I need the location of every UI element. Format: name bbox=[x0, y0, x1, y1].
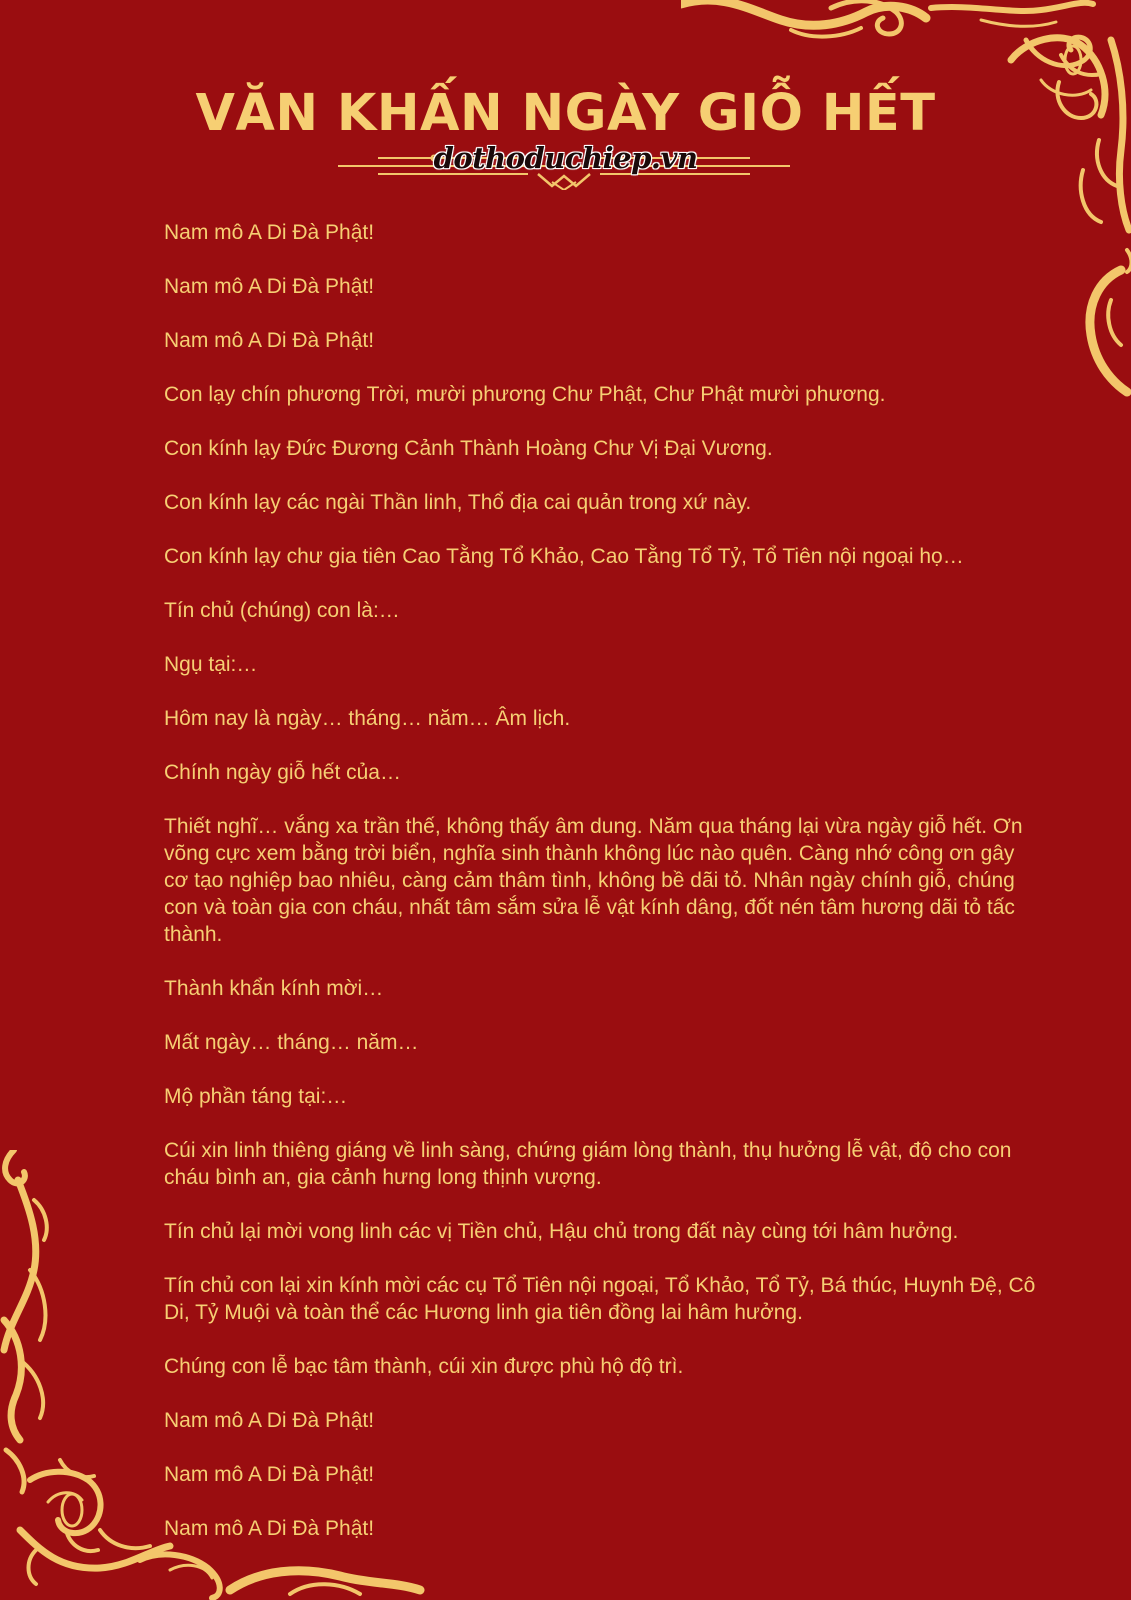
prayer-text bbox=[164, 219, 1044, 1569]
paragraph: Nam mô A Di Đà Phật! bbox=[164, 329, 375, 352]
paragraph: Ngụ tại:… bbox=[164, 653, 258, 676]
watermark: dothoduchiep.vn bbox=[433, 141, 698, 175]
paragraph: Chính ngày giỗ hết của… bbox=[164, 761, 401, 784]
paragraph: Hôm nay là ngày… tháng… năm… Âm lịch. bbox=[164, 707, 571, 730]
paragraph: Nam mô A Di Đà Phật! bbox=[164, 1517, 375, 1540]
paragraph: Tín chủ con lại xin kính mời các cụ Tổ Tiên nội ngoại, Tổ Khảo, Tổ Tỷ, Bá thúc, Huynh Đệ, Cô Di, Tỷ Muội và toàn thể các Hương linh gia tiên đồng lai hâm hưởng. bbox=[164, 1274, 1036, 1324]
paragraph: Mộ phần táng tại:… bbox=[164, 1085, 348, 1108]
paragraph: Nam mô A Di Đà Phật! bbox=[164, 275, 375, 298]
page-title: VĂN KHẤN NGÀY GIỖ HẾT bbox=[195, 84, 936, 143]
paragraph: Cúi xin linh thiêng giáng về linh sàng, chứng giám lòng thành, thụ hưởng lễ vật, độ cho con cháu bình an, gia cảnh hưng long thịnh vượng. bbox=[164, 1139, 1012, 1189]
paragraph: Con kính lạy chư gia tiên Cao Tằng Tổ Khảo, Cao Tằng Tổ Tỷ, Tổ Tiên nội ngoại họ… bbox=[164, 545, 964, 568]
paragraph: Thành khẩn kính mời… bbox=[164, 977, 384, 1000]
paragraph: Tín chủ (chúng) con là:… bbox=[164, 599, 400, 622]
paragraph: Con kính lạy Đức Đương Cảnh Thành Hoàng Chư Vị Đại Vương. bbox=[164, 437, 773, 460]
paragraph: Con lạy chín phương Trời, mười phương Chư Phật, Chư Phật mười phương. bbox=[164, 383, 886, 406]
paragraph: Tín chủ lại mời vong linh các vị Tiền chủ, Hậu chủ trong đất này cùng tới hâm hưởng. bbox=[164, 1220, 959, 1243]
paragraph: Nam mô A Di Đà Phật! bbox=[164, 1409, 375, 1432]
paragraph: Chúng con lễ bạc tâm thành, cúi xin được phù hộ độ trì. bbox=[164, 1355, 684, 1378]
paragraph: Mất ngày… tháng… năm… bbox=[164, 1031, 419, 1054]
paragraph: Con kính lạy các ngài Thần linh, Thổ địa cai quản trong xứ này. bbox=[164, 491, 752, 514]
paragraph: Thiết nghĩ… vắng xa trần thế, không thấy âm dung. Năm qua tháng lại vừa ngày giỗ hết. Ơn võng cực xem bằng trời biển, nghĩa sinh thành không lúc nào quên. Càng nhớ công ơn gây cơ tạo nghiệp bao nhiêu, càng cảm thâm tình, không bề dãi tỏ. Nhân ngày chính giỗ, chúng con và toàn gia con cháu, nhất tâm sắm sửa lễ vật kính dâng, đốt nén tâm hương dãi tỏ tấc thành. bbox=[164, 815, 1023, 946]
paragraph: Nam mô A Di Đà Phật! bbox=[164, 221, 375, 244]
paragraph: Nam mô A Di Đà Phật! bbox=[164, 1463, 375, 1486]
